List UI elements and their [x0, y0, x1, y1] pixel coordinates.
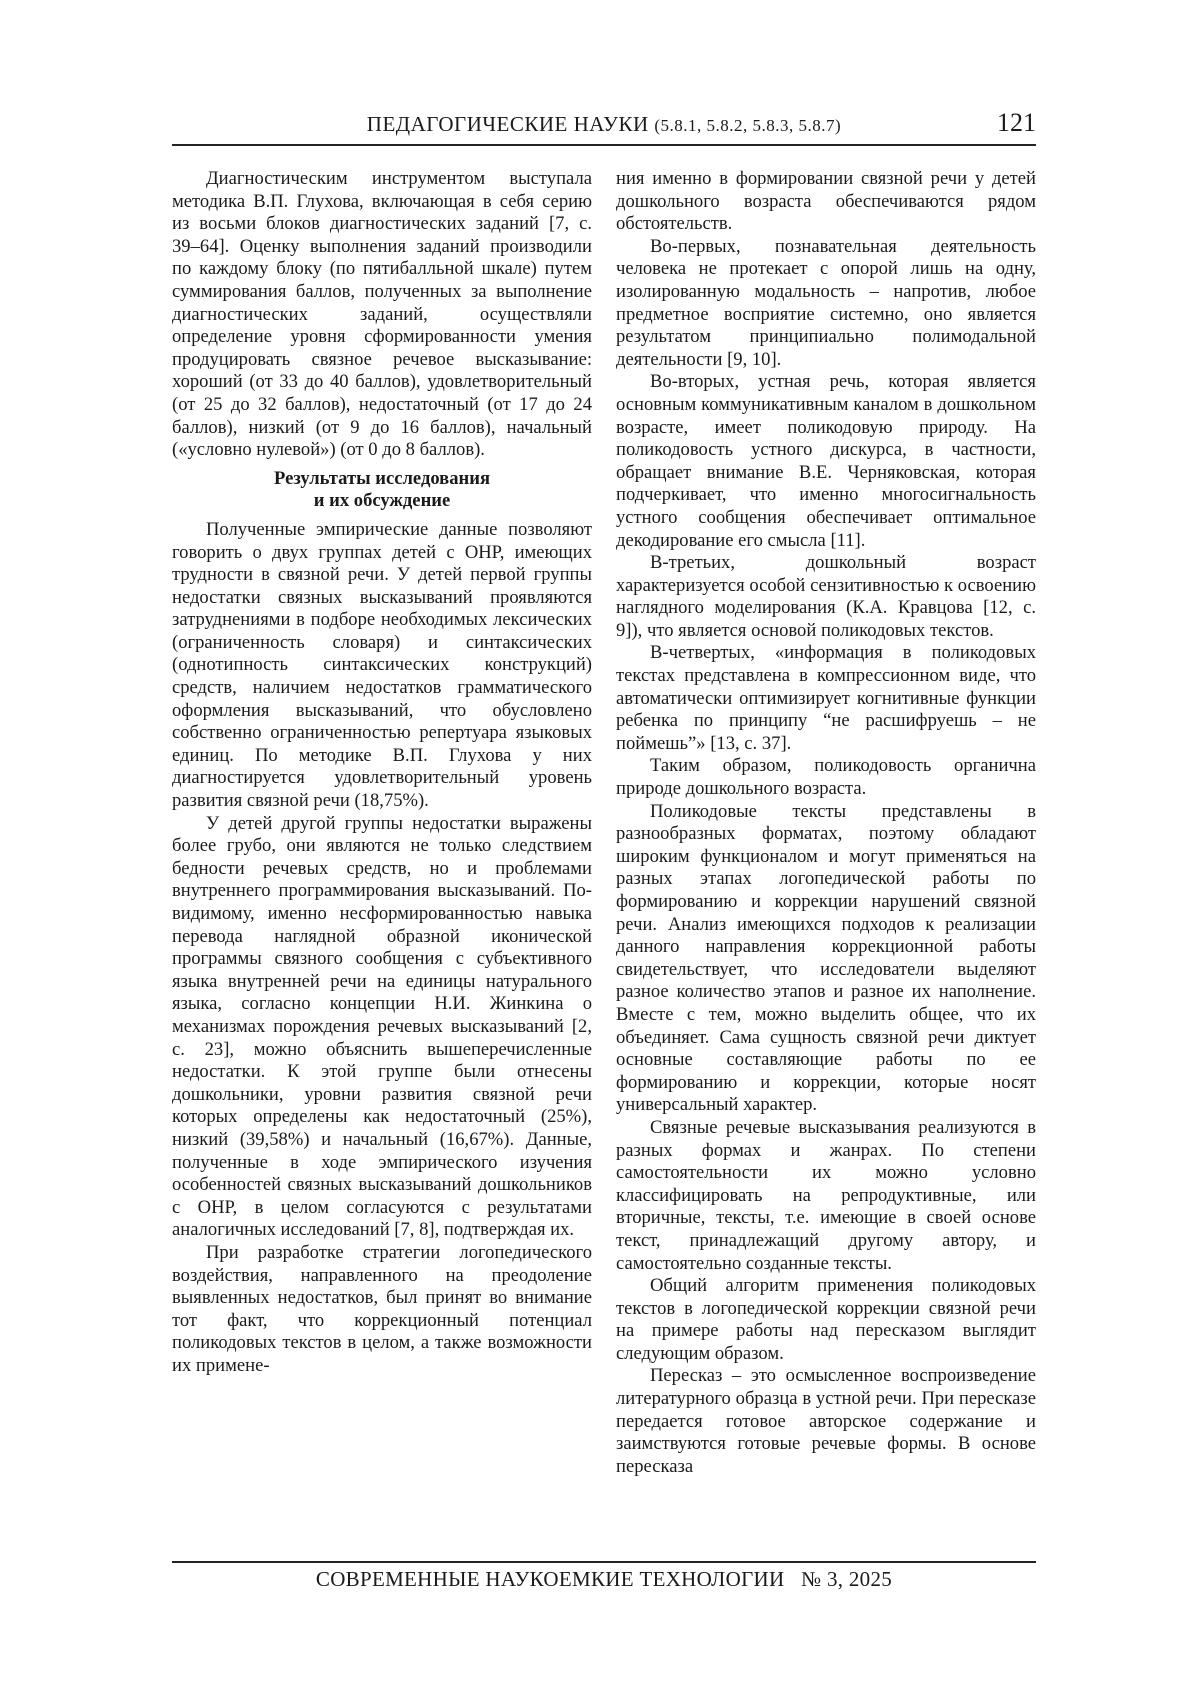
paragraph: Таким образом, поликодовость органична природе дошкольного возраста.	[616, 755, 1036, 800]
running-footer	[172, 1561, 1036, 1592]
paragraph: В-третьих, дошкольный возраст характеризуется особой сензитивностью к освоению наглядного моделирования (К.А. Кравцова [12, с. 9]), что является основой поликодовых текстов.	[616, 552, 1036, 641]
header-title-line	[172, 112, 1036, 137]
section-title: ПЕДАГОГИЧЕСКИЕ НАУКИ	[366, 112, 649, 136]
section-codes: (5.8.1, 5.8.2, 5.8.3, 5.8.7)	[654, 116, 842, 135]
paragraph: Поликодовые тексты представлены в разнообразных форматах, поэтому обладают широким функционалом и могут применяться на разных этапах логопедической работы по формированию и коррекции нарушений связной речи. Анализ имеющихся подходов к реализации данного направления коррекционной работы свидетельствует, что исследователи выделяют разное количество этапов и разное их наполнение. Вместе с тем, можно выделить общее, что их объединяет. Сама сущность связной речи диктует основные составляющие работы по ее формированию и коррекции, которые носят универсальный характер.	[616, 800, 1036, 1116]
footer-text	[172, 1563, 1036, 1592]
paragraph-continuation: ния именно в формировании связной речи у детей дошкольного возраста обеспечиваются рядом обстоятельств.	[616, 168, 1036, 235]
paragraph: Диагностическим инструментом выступала методика В.П. Глухова, включающая в себя серию из восьми блоков диагностических заданий [7, с. 39–64]. Оценку выполнения заданий производили по каждому блоку (по пятибалльной шкале) путем суммирования баллов, полученных за выполнение диагностических заданий, осуществляли определение уровня сформированности умения продуцировать связное речевое высказывание: хороший (от 33 до 40 баллов), удовлетворительный (от 25 до 32 баллов), недостаточный (от 17 до 24 баллов), низкий (от 9 до 16 баллов), начальный («условно нулевой») (от 0 до 8 баллов).	[172, 168, 592, 461]
left-column	[172, 168, 592, 1377]
paragraph: Пересказ – это осмысленное воспроизведение литературного образца в устной речи. При пересказе передается готовое авторское содержание и заимствуются готовые речевые формы. В основе пересказа	[616, 1365, 1036, 1477]
paragraph: Полученные эмпирические данные позволяют говорить о двух группах детей с ОНР, имеющих трудности в связной речи. У детей первой группы недостатки связных высказываний проявляются затруднениями в подборе необходимых лексических (ограниченность словаря) и синтаксических (однотипность синтаксических конструкций) средств, наличием недостатков грамматического оформления высказываний, что обусловлено собственно ограниченностью репертуара языковых единиц. По методике В.П. Глухова у них диагностируется удовлетворительный уровень развития связной речи (18,75%).	[172, 518, 592, 812]
right-column	[616, 168, 1036, 1478]
journal-name: СОВРЕМЕННЫЕ НАУКОЕМКИЕ ТЕХНОЛОГИИ	[315, 1567, 785, 1591]
running-header	[172, 106, 1036, 146]
page-number: 121	[997, 108, 1036, 137]
paragraph: Во-первых, познавательная деятельность человека не протекает с опорой лишь на одну, изолированную модальность – напротив, любое предметное восприятие системно, оно является результатом принципиально полимодальной деятельности [9, 10].	[616, 235, 1036, 370]
paragraph: Связные речевые высказывания реализуются в разных формах и жанрах. По степени самостоятельности их можно условно классифицировать на репродуктивные, или вторичные, тексты, т.е. имеющие в своей основе текст, принадлежащий другому автору, и самостоятельно созданные тексты.	[616, 1116, 1036, 1274]
paragraph: Общий алгоритм применения поликодовых текстов в логопедической коррекции связной речи на примере работы над пересказом выглядит следующим образом.	[616, 1275, 1036, 1364]
section-heading	[172, 468, 592, 513]
paragraph: Во-вторых, устная речь, которая является основным коммуникативным каналом в дошкольном возрасте, имеет поликодовую природу. На поликодовость устного дискурса, в частности, обращает внимание В.Е. Черняковская, которая подчеркивает, что именно многосигнальность устного сообщения обеспечивает оптимальное декодирование его смысла [11].	[616, 371, 1036, 551]
issue-number: № 3, 2025	[801, 1567, 893, 1591]
section-heading-line: и их обсуждение	[313, 490, 451, 512]
paragraph: В-четвертых, «информация в поликодовых текстах представлена в компрессионном виде, что автоматически оптимизирует когнитивные функции ребенка по принципу “не расшифруешь – не поймешь”» [13, с. 37].	[616, 642, 1036, 754]
paragraph: При разработке стратегии логопедического воздействия, направленного на преодоление выявленных недостатков, был принят во внимание тот факт, что коррекционный потенциал поликодовых текстов в целом, а также возможности их примене-	[172, 1241, 592, 1376]
paragraph: У детей другой группы недостатки выражены более грубо, они являются не только следствием бедности речевых средств, но и проблемами внутреннего программирования высказываний. По-видимому, именно несформированностью навыка перевода наглядной образной иконической программы связного сообщения с субъективного языка внутренней речи на единицы натурального языка, согласно концепции Н.И. Жинкина о механизмах порождения речевых высказываний [2, с. 23], можно объяснить вышеперечисленные недостатки. К этой группе были отнесены дошкольники, уровни развития связной речи которых определены как недостаточный (25%), низкий (39,58%) и начальный (16,67%). Данные, полученные в ходе эмпирического изучения особенностей связных высказываний дошкольников с ОНР, в целом согласуются с результатами аналогичных исследований [7, 8], подтверждая их.	[172, 812, 592, 1241]
section-heading-line: Результаты исследования	[273, 467, 491, 489]
